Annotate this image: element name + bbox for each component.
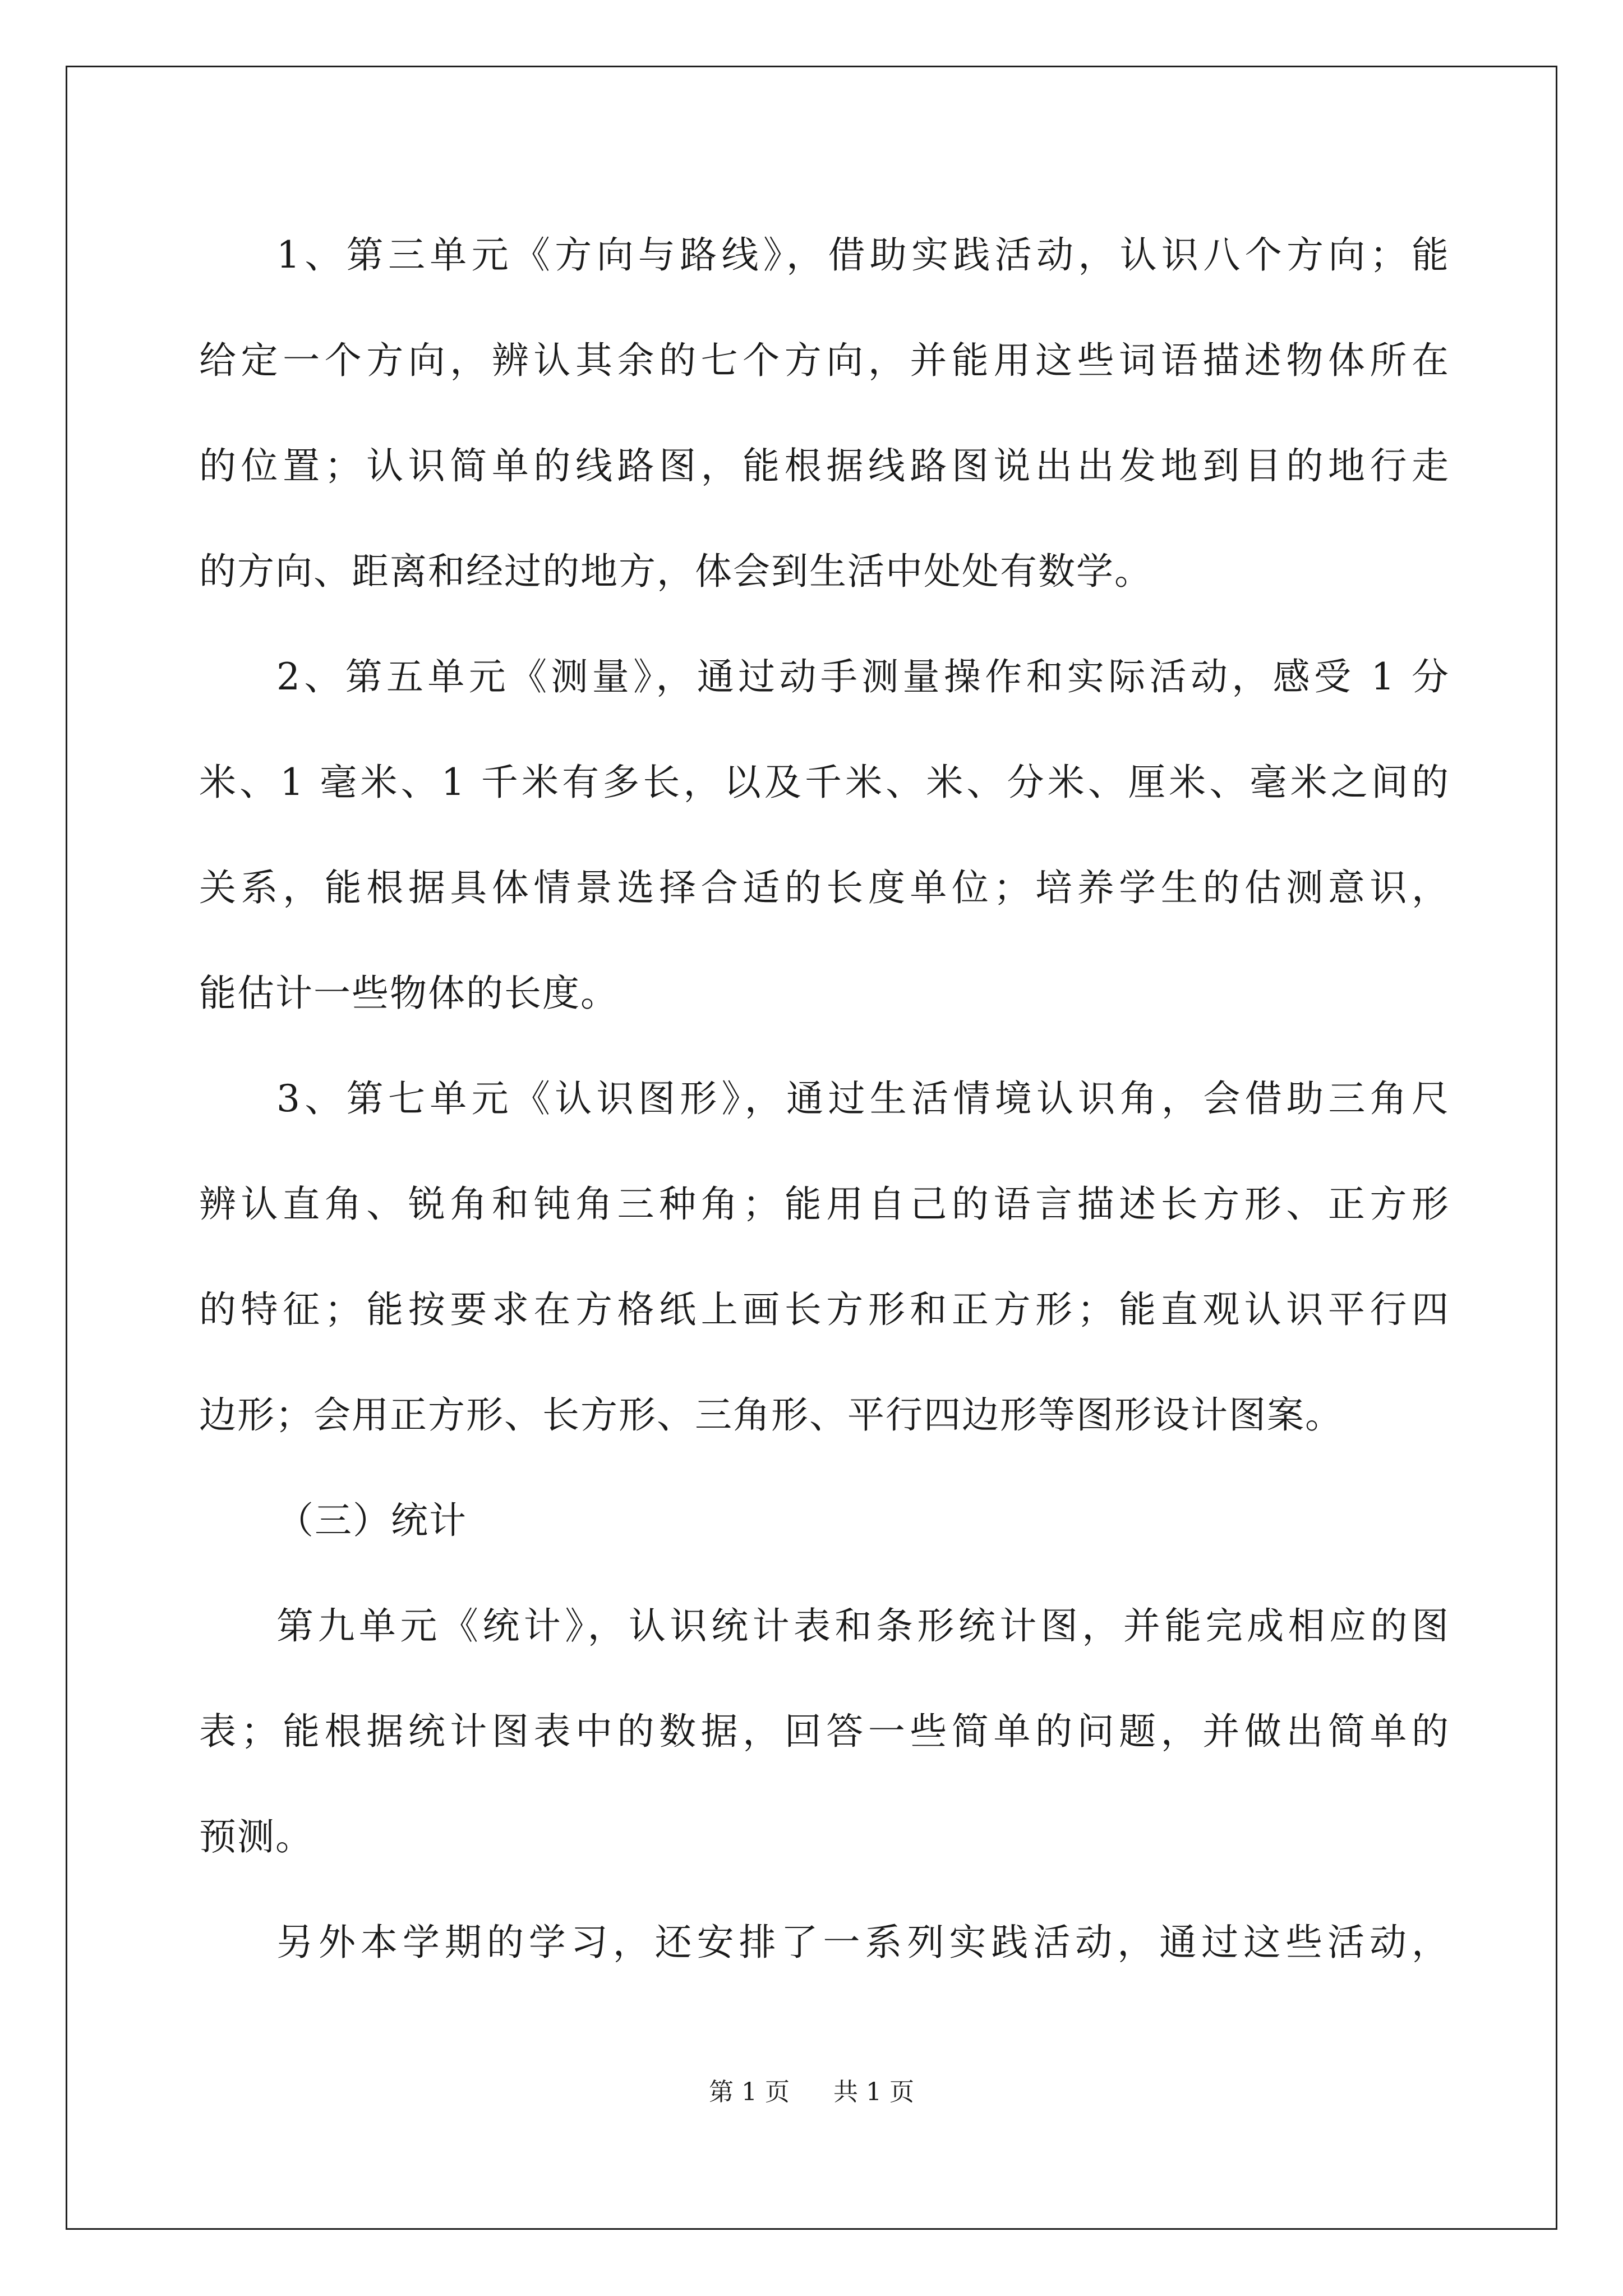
- document-body: [199, 219, 1450, 2012]
- paragraph-2-line-3: 关系，能根据具体情景选择合适的长度单位；培养学生的估测意识，: [199, 866, 1450, 909]
- page-number: 第 1 页: [709, 2078, 790, 2106]
- paragraph-1-line-2: 给定一个方向，辨认其余的七个方向，并能用这些词语描述物体所在: [199, 339, 1450, 382]
- paragraph-4-line-3: 预测。: [199, 1815, 313, 1858]
- paragraph-1-line-3: 的位置；认识简单的线路图，能根据线路图说出出发地到目的地行走: [199, 444, 1450, 487]
- paragraph-4-line-1: 第九单元《统计》，认识统计表和条形统计图，并能完成相应的图: [276, 1604, 1450, 1648]
- paragraph-2-line-4: 能估计一些物体的长度。: [199, 972, 619, 1015]
- paragraph-3-line-4: 边形；会用正方形、长方形、三角形、平行四边形等图形设计图案。: [199, 1393, 1343, 1437]
- paragraph-5-line-1: 另外本学期的学习，还安排了一系列实践活动，通过这些活动，: [276, 1921, 1450, 1964]
- paragraph-3-line-2: 辨认直角、锐角和钝角三种角；能用自己的语言描述长方形、正方形: [199, 1182, 1450, 1226]
- paragraph-2-line-2: 米、1 毫米、1 千米有多长，以及千米、米、分米、厘米、毫米之间的: [199, 761, 1450, 804]
- page-footer: [0, 2076, 1623, 2109]
- paragraph-3-line-3: 的特征；能按要求在方格纸上画长方形和正方形；能直观认识平行四: [199, 1288, 1450, 1331]
- paragraph-3-line-1: 3、第七单元《认识图形》，通过生活情境认识角，会借助三角尺: [276, 1077, 1450, 1120]
- paragraph-2-line-1: 2、第五单元《测量》，通过动手测量操作和实际活动，感受 1 分: [276, 655, 1450, 698]
- paragraph-1-line-4: 的方向、距离和经过的地方，体会到生活中处处有数学。: [199, 550, 1152, 593]
- paragraph-1-line-1: 1、第三单元《方向与路线》，借助实践活动，认识八个方向；能: [276, 233, 1450, 277]
- section-heading: （三）统计: [276, 1499, 467, 1542]
- paragraph-4-line-2: 表；能根据统计图表中的数据，回答一些简单的问题，并做出简单的: [199, 1710, 1450, 1753]
- page-total: 共 1 页: [833, 2078, 914, 2106]
